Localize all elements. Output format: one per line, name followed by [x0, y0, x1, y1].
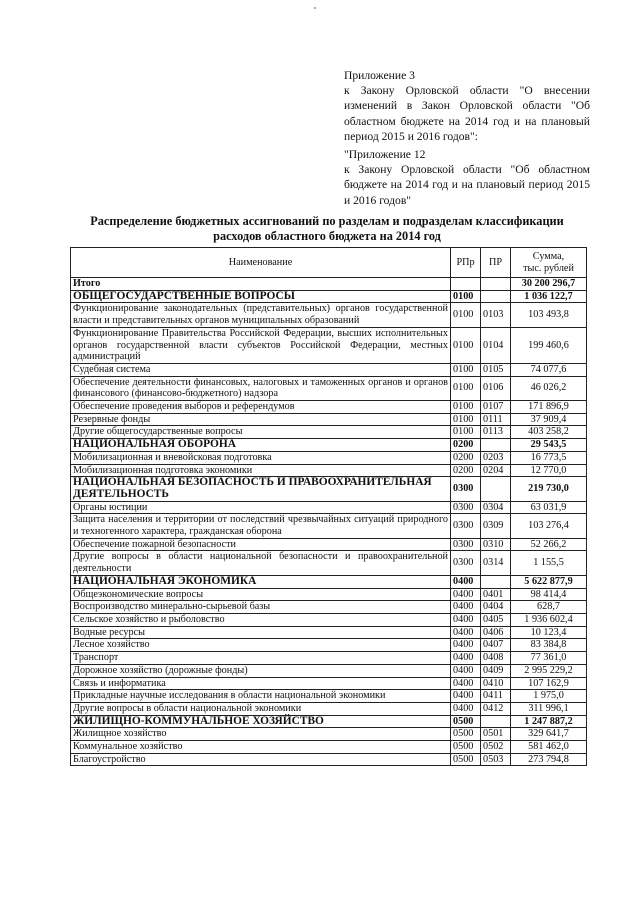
header-amount-line-2: тыс. рублей [523, 262, 574, 274]
row-name: Благоустройство [71, 753, 451, 766]
table-row [71, 601, 587, 614]
row-pr-code: 0106 [481, 376, 511, 400]
table-row [71, 664, 587, 677]
row-rpr-code: 0300 [451, 514, 481, 538]
row-rpr-code: 0100 [451, 426, 481, 439]
row-rpr-code: 0100 [451, 363, 481, 376]
appendix-12-header [344, 147, 590, 208]
row-name: НАЦИОНАЛЬНАЯ ЭКОНОМИКА [71, 575, 451, 588]
table-row [71, 426, 587, 439]
table-row [71, 401, 587, 414]
table-row [71, 639, 587, 652]
table-row [71, 514, 587, 538]
row-rpr-code: 0100 [451, 413, 481, 426]
row-pr-code: 0408 [481, 652, 511, 665]
row-name: Другие вопросы в области национальной экономики [71, 702, 451, 715]
row-amount: 98 414,4 [511, 588, 587, 601]
row-name: Функционирование Правительства Российской Федерации, высших исполнительных органов государственной власти субъектов Российской Федерации, местных администраций [71, 327, 451, 363]
row-amount: 74 077,6 [511, 363, 587, 376]
row-amount: 10 123,4 [511, 626, 587, 639]
row-pr-code: 0401 [481, 588, 511, 601]
row-rpr-code: 0400 [451, 588, 481, 601]
row-rpr-code: 0200 [451, 439, 481, 452]
row-name: ЖИЛИЩНО-КОММУНАЛЬНОЕ ХОЗЯЙСТВО [71, 715, 451, 728]
table-row [71, 538, 587, 551]
section-row [71, 290, 587, 303]
row-amount: 219 730,0 [511, 477, 587, 501]
row-rpr-code: 0400 [451, 690, 481, 703]
table-row [71, 652, 587, 665]
row-name: Судебная система [71, 363, 451, 376]
appendix-3-text: к Закону Орловской области "О внесении изменений в Закон Орловской области "Об областном бюджете на 2014 год и на плановый период 2015 и 2016 годов": [344, 84, 590, 143]
row-name: Жилищное хозяйство [71, 728, 451, 741]
row-rpr-code [451, 278, 481, 291]
row-rpr-code: 0400 [451, 677, 481, 690]
row-pr-code: 0404 [481, 601, 511, 614]
row-pr-code: 0113 [481, 426, 511, 439]
row-pr-code [481, 439, 511, 452]
row-rpr-code: 0400 [451, 575, 481, 588]
row-pr-code: 0104 [481, 327, 511, 363]
row-amount: 273 794,8 [511, 753, 587, 766]
row-rpr-code: 0500 [451, 728, 481, 741]
row-pr-code [481, 278, 511, 291]
row-pr-code: 0304 [481, 501, 511, 514]
table-row [71, 303, 587, 327]
row-amount: 329 641,7 [511, 728, 587, 741]
row-pr-code: 0204 [481, 464, 511, 477]
table-row [71, 551, 587, 575]
table-header-row [71, 248, 587, 278]
row-name: Воспроизводство минерально-сырьевой базы [71, 601, 451, 614]
table-row [71, 753, 587, 766]
table-row [71, 451, 587, 464]
row-amount: 52 266,2 [511, 538, 587, 551]
row-rpr-code: 0400 [451, 702, 481, 715]
row-pr-code: 0406 [481, 626, 511, 639]
section-row [71, 439, 587, 452]
row-amount: 581 462,0 [511, 741, 587, 754]
row-rpr-code: 0100 [451, 376, 481, 400]
table-row [71, 741, 587, 754]
table-body [71, 278, 587, 766]
budget-allocation-table [70, 247, 587, 766]
row-pr-code: 0410 [481, 677, 511, 690]
table-row [71, 413, 587, 426]
appendix-12-text: к Закону Орловской области "Об областном бюджете на 2014 год и на плановый период 2015 и 2016 годов" [344, 163, 590, 207]
row-amount: 171 896,9 [511, 401, 587, 414]
section-row [71, 575, 587, 588]
row-name: Мобилизационная подготовка экономики [71, 464, 451, 477]
row-amount: 628,7 [511, 601, 587, 614]
row-amount: 199 460,6 [511, 327, 587, 363]
row-amount: 403 258,2 [511, 426, 587, 439]
row-amount: 1 975,0 [511, 690, 587, 703]
row-rpr-code: 0400 [451, 664, 481, 677]
row-name: Другие вопросы в области национальной безопасности и правоохранительной деятельности [71, 551, 451, 575]
row-rpr-code: 0400 [451, 626, 481, 639]
row-pr-code: 0502 [481, 741, 511, 754]
row-amount: 1 155,5 [511, 551, 587, 575]
row-name: Транспорт [71, 652, 451, 665]
row-name: Другие общегосударственные вопросы [71, 426, 451, 439]
row-pr-code: 0501 [481, 728, 511, 741]
row-name: Итого [71, 278, 451, 291]
row-amount: 107 162,9 [511, 677, 587, 690]
row-rpr-code: 0300 [451, 477, 481, 501]
row-pr-code: 0111 [481, 413, 511, 426]
document-title-line-1: Распределение бюджетных ассигнований по разделам и подразделам классификации [90, 214, 564, 228]
row-amount: 37 909,4 [511, 413, 587, 426]
table-row [71, 728, 587, 741]
row-name: ОБЩЕГОСУДАРСТВЕННЫЕ ВОПРОСЫ [71, 290, 451, 303]
row-amount: 77 361,0 [511, 652, 587, 665]
appendix-12-label: "Приложение 12 [344, 148, 426, 161]
table-row [71, 363, 587, 376]
table-row [71, 677, 587, 690]
row-amount: 103 276,4 [511, 514, 587, 538]
row-name: Защита населения и территории от последствий чрезвычайных ситуаций природного и техногенного характера, гражданская оборона [71, 514, 451, 538]
row-pr-code: 0309 [481, 514, 511, 538]
row-rpr-code: 0400 [451, 613, 481, 626]
table-row [71, 327, 587, 363]
table-row [71, 376, 587, 400]
table-row [71, 690, 587, 703]
row-pr-code: 0407 [481, 639, 511, 652]
appendix-3-header [344, 68, 590, 144]
row-name: Обеспечение деятельности финансовых, налоговых и таможенных органов и органов финансового (финансово-бюджетного) надзора [71, 376, 451, 400]
row-amount: 103 493,8 [511, 303, 587, 327]
row-name: Обеспечение пожарной безопасности [71, 538, 451, 551]
row-name: Сельское хозяйство и рыболовство [71, 613, 451, 626]
row-amount: 83 384,8 [511, 639, 587, 652]
table-row [71, 464, 587, 477]
row-rpr-code: 0500 [451, 741, 481, 754]
row-pr-code: 0203 [481, 451, 511, 464]
row-name: Водные ресурсы [71, 626, 451, 639]
row-pr-code [481, 575, 511, 588]
row-rpr-code: 0300 [451, 501, 481, 514]
row-rpr-code: 0100 [451, 401, 481, 414]
header-amount-line-1: Сумма, [532, 250, 565, 262]
row-name: Дорожное хозяйство (дорожные фонды) [71, 664, 451, 677]
row-name: НАЦИОНАЛЬНАЯ ОБОРОНА [71, 439, 451, 452]
row-pr-code: 0503 [481, 753, 511, 766]
row-name: Органы юстиции [71, 501, 451, 514]
row-rpr-code: 0400 [451, 601, 481, 614]
row-pr-code: 0411 [481, 690, 511, 703]
section-row [71, 715, 587, 728]
row-rpr-code: 0100 [451, 303, 481, 327]
row-pr-code: 0107 [481, 401, 511, 414]
header-pr: ПР [481, 248, 511, 278]
row-pr-code [481, 290, 511, 303]
row-rpr-code: 0100 [451, 327, 481, 363]
row-pr-code: 0105 [481, 363, 511, 376]
row-name: Функционирование законодательных (представительных) органов государственной власти и представительных органов муниципальных образований [71, 303, 451, 327]
row-amount: 1 936 602,4 [511, 613, 587, 626]
row-rpr-code: 0200 [451, 464, 481, 477]
table-row [71, 613, 587, 626]
row-amount: 1 247 887,2 [511, 715, 587, 728]
row-amount: 12 770,0 [511, 464, 587, 477]
row-amount: 311 996,1 [511, 702, 587, 715]
row-amount: 1 036 122,7 [511, 290, 587, 303]
row-rpr-code: 0200 [451, 451, 481, 464]
row-pr-code [481, 715, 511, 728]
row-name: Мобилизационная и вневойсковая подготовка [71, 451, 451, 464]
row-pr-code: 0314 [481, 551, 511, 575]
row-pr-code: 0310 [481, 538, 511, 551]
row-amount: 2 995 229,2 [511, 664, 587, 677]
appendix-3-label: Приложение 3 [344, 69, 415, 82]
scan-speck [314, 7, 316, 9]
row-name: Коммунальное хозяйство [71, 741, 451, 754]
total-row [71, 278, 587, 291]
row-name: Прикладные научные исследования в области национальной экономики [71, 690, 451, 703]
row-rpr-code: 0100 [451, 290, 481, 303]
row-rpr-code: 0400 [451, 652, 481, 665]
row-name: Лесное хозяйство [71, 639, 451, 652]
table-row [71, 626, 587, 639]
row-rpr-code: 0300 [451, 551, 481, 575]
row-name: Общеэкономические вопросы [71, 588, 451, 601]
document-title [60, 214, 594, 243]
row-name: Обеспечение проведения выборов и референдумов [71, 401, 451, 414]
row-rpr-code: 0500 [451, 753, 481, 766]
table-row [71, 702, 587, 715]
row-rpr-code: 0500 [451, 715, 481, 728]
header-rpr: РПр [451, 248, 481, 278]
row-pr-code [481, 477, 511, 501]
header-amount [511, 248, 587, 278]
row-pr-code: 0412 [481, 702, 511, 715]
row-rpr-code: 0300 [451, 538, 481, 551]
table-row [71, 588, 587, 601]
table-row [71, 501, 587, 514]
row-name: Резервные фонды [71, 413, 451, 426]
document-title-line-2: расходов областного бюджета на 2014 год [213, 228, 441, 243]
row-amount: 63 031,9 [511, 501, 587, 514]
row-amount: 5 622 877,9 [511, 575, 587, 588]
header-name: Наименование [71, 248, 451, 278]
section-row [71, 477, 587, 501]
row-name: Связь и информатика [71, 677, 451, 690]
row-pr-code: 0103 [481, 303, 511, 327]
row-amount: 46 026,2 [511, 376, 587, 400]
row-amount: 30 200 296,7 [511, 278, 587, 291]
row-name: НАЦИОНАЛЬНАЯ БЕЗОПАСНОСТЬ И ПРАВООХРАНИТЕЛЬНАЯ ДЕЯТЕЛЬНОСТЬ [71, 477, 451, 501]
row-pr-code: 0409 [481, 664, 511, 677]
row-amount: 29 543,5 [511, 439, 587, 452]
row-rpr-code: 0400 [451, 639, 481, 652]
row-amount: 16 773,5 [511, 451, 587, 464]
row-pr-code: 0405 [481, 613, 511, 626]
